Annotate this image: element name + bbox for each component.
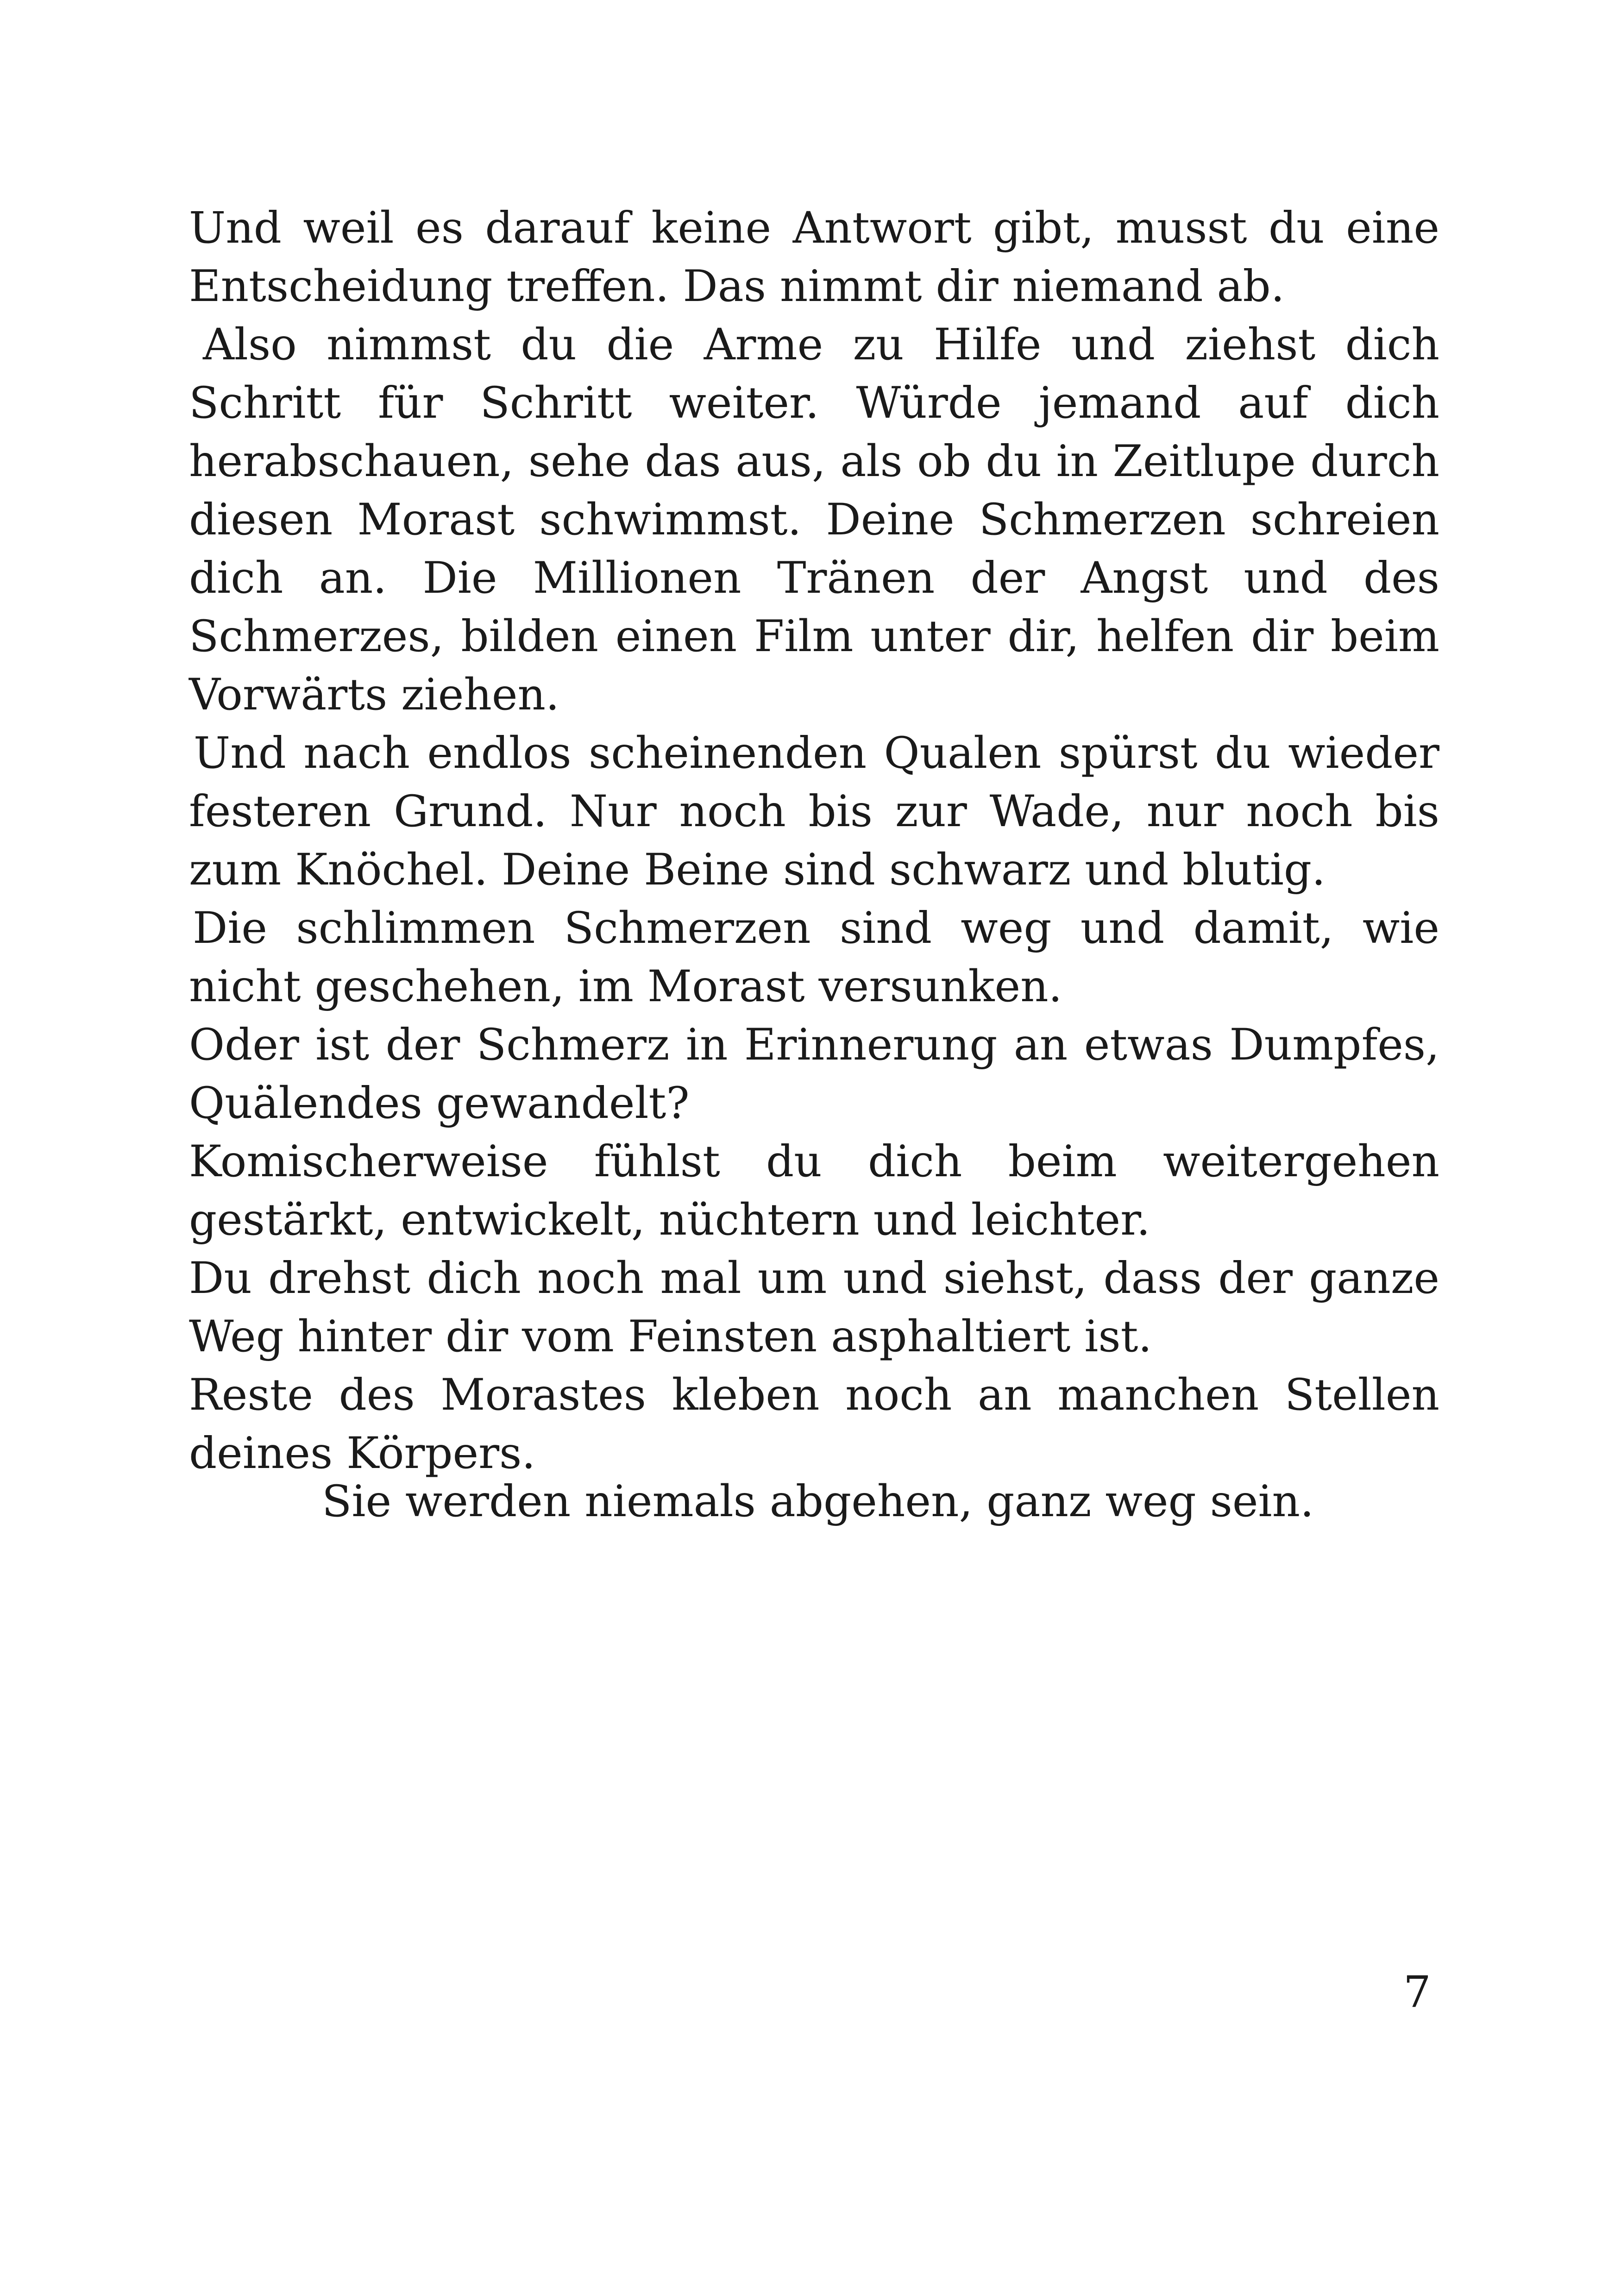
paragraph-6: Komischerweise fühlst du dich beim weitergehen gestärkt, entwickelt, nüchtern und leichter.: [189, 1136, 1439, 1245]
closing-line: Sie werden niemals abgehen, ganz weg sein.: [322, 1476, 1314, 1527]
paragraph-5: Oder ist der Schmerz in Erinnerung an etwas Dumpfes, Quälendes gewandelt?: [189, 1020, 1439, 1129]
paragraph-3: Und nach endlos scheinenden Qualen spürst du wieder festeren Grund. Nur noch bis zur Wade, nur noch bis zum Knöchel. Deine Beine sind schwarz und blutig.: [189, 728, 1439, 895]
paragraph-7: Du drehst dich noch mal um und siehst, dass der ganze Weg hinter dir vom Feinsten asphaltiert ist.: [189, 1253, 1439, 1362]
page-number: 7: [1403, 1967, 1431, 2018]
paragraph-1: Und weil es darauf keine Antwort gibt, musst du eine Entscheidung treffen. Das nimmt dir niemand ab.: [189, 203, 1439, 312]
paragraph-2: Also nimmst du die Arme zu Hilfe und ziehst dich Schritt für Schritt weiter. Würde jemand auf dich herabschauen, sehe das aus, als ob du in Zeitlupe durch diesen Morast schwimmst. Deine Schmerzen schreien dich an. Die Millionen Tränen der Angst und des Schmerzes, bilden einen Film unter dir, helfen dir beim Vorwärts ziehen.: [189, 320, 1439, 720]
paragraph-8: Reste des Morastes kleben noch an manchen Stellen deines Körpers.: [189, 1370, 1439, 1479]
body-text: [189, 199, 1439, 1483]
paragraph-4: Die schlimmen Schmerzen sind weg und damit, wie nicht geschehen, im Morast versunken.: [189, 903, 1439, 1012]
